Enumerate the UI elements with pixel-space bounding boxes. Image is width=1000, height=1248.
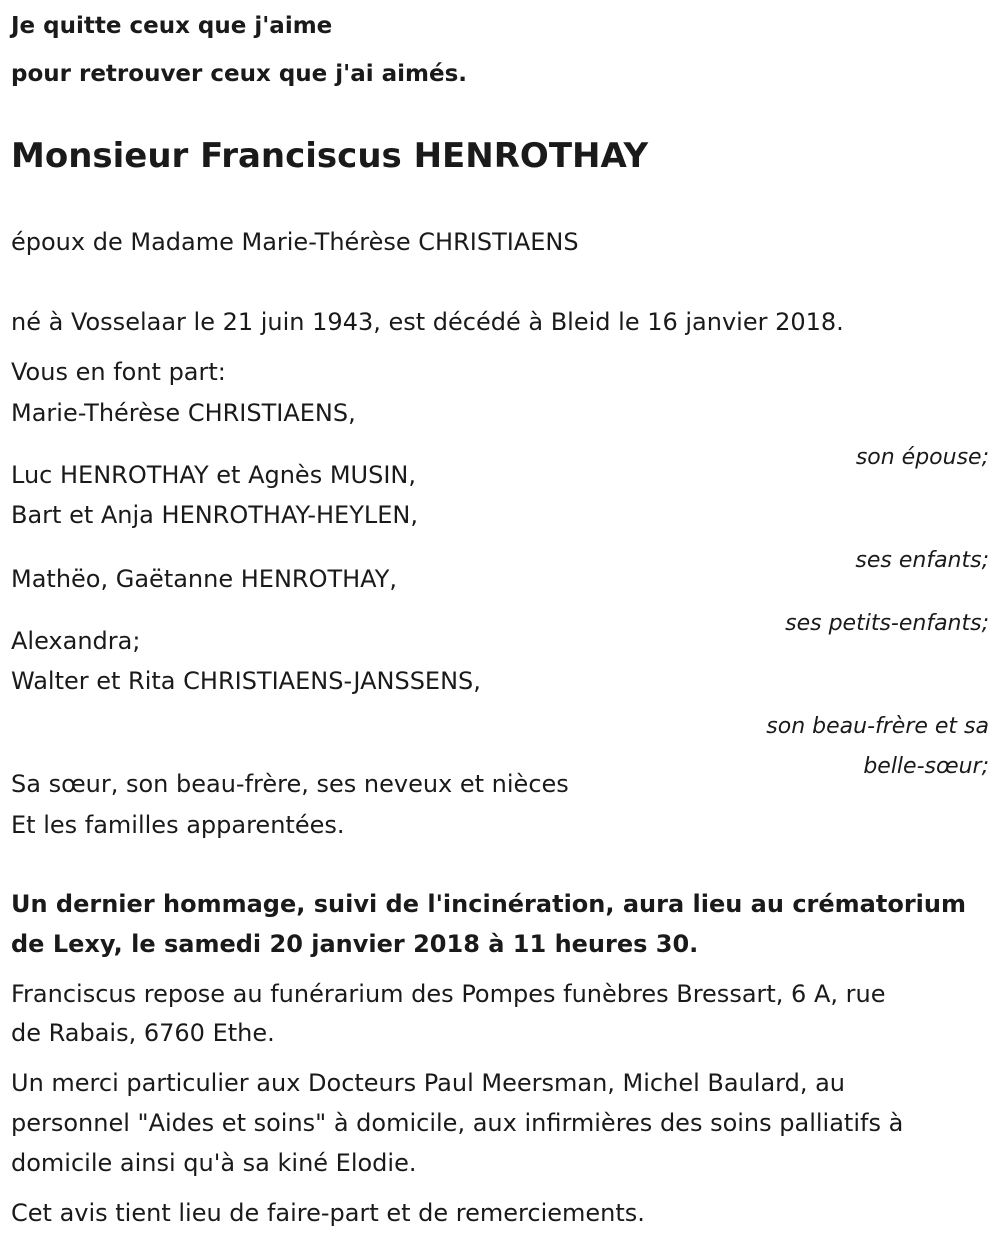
epitaph-line-1: Je quitte ceux que j'aime [11,13,333,39]
ceremony-line-1: Un dernier hommage, suivi de l'incinération, aura lieu au crématorium [11,890,966,918]
other-relative-1: Alexandra; [11,627,141,655]
children-role: ses enfants; [855,548,989,573]
spouse-line: époux de Madame Marie-Thérèse CHRISTIAENS [11,228,579,256]
deceased-name: Monsieur Franciscus HENROTHAY [11,136,649,176]
ceremony-line-2: de Lexy, le samedi 20 janvier 2018 à 11 heures 30. [11,930,699,958]
thanks-line-3: domicile ainsi qu'à sa kiné Elodie. [11,1149,417,1177]
extended-family-1: Sa sœur, son beau-frère, ses neveux et nièces [11,770,569,798]
funerarium-line-2: de Rabais, 6760 Ethe. [11,1019,275,1047]
thanks-line-2: personnel "Aides et soins" à domicile, aux infirmières des soins palliatifs à [11,1109,904,1137]
inlaws-role-line-2: belle-sœur; [863,754,989,779]
closing-line: Cet avis tient lieu de faire-part et de remerciements. [11,1199,645,1227]
thanks-line-1: Un merci particulier aux Docteurs Paul Meersman, Michel Baulard, au [11,1069,845,1097]
birth-death-line: né à Vosselaar le 21 juin 1943, est décédé à Bleid le 16 janvier 2018. [11,308,844,336]
funerarium-line-1: Franciscus repose au funérarium des Pompes funèbres Bressart, 6 A, rue [11,980,886,1008]
child-1: Luc HENROTHAY et Agnès MUSIN, [11,461,416,489]
spouse-name: Marie-Thérèse CHRISTIAENS, [11,399,356,427]
inlaws-role-line-1: son beau-frère et sa [766,714,989,739]
spouse-role: son épouse; [855,445,989,470]
grandchildren-role: ses petits-enfants; [785,611,989,636]
child-2: Bart et Anja HENROTHAY-HEYLEN, [11,501,418,529]
extended-family-2: Et les familles apparentées. [11,811,345,839]
epitaph-line-2: pour retrouver ceux que j'ai aimés. [11,61,468,87]
grandchildren: Mathëo, Gaëtanne HENROTHAY, [11,565,398,593]
other-relative-2: Walter et Rita CHRISTIAENS-JANSSENS, [11,667,481,695]
family-intro: Vous en font part: [11,358,226,386]
